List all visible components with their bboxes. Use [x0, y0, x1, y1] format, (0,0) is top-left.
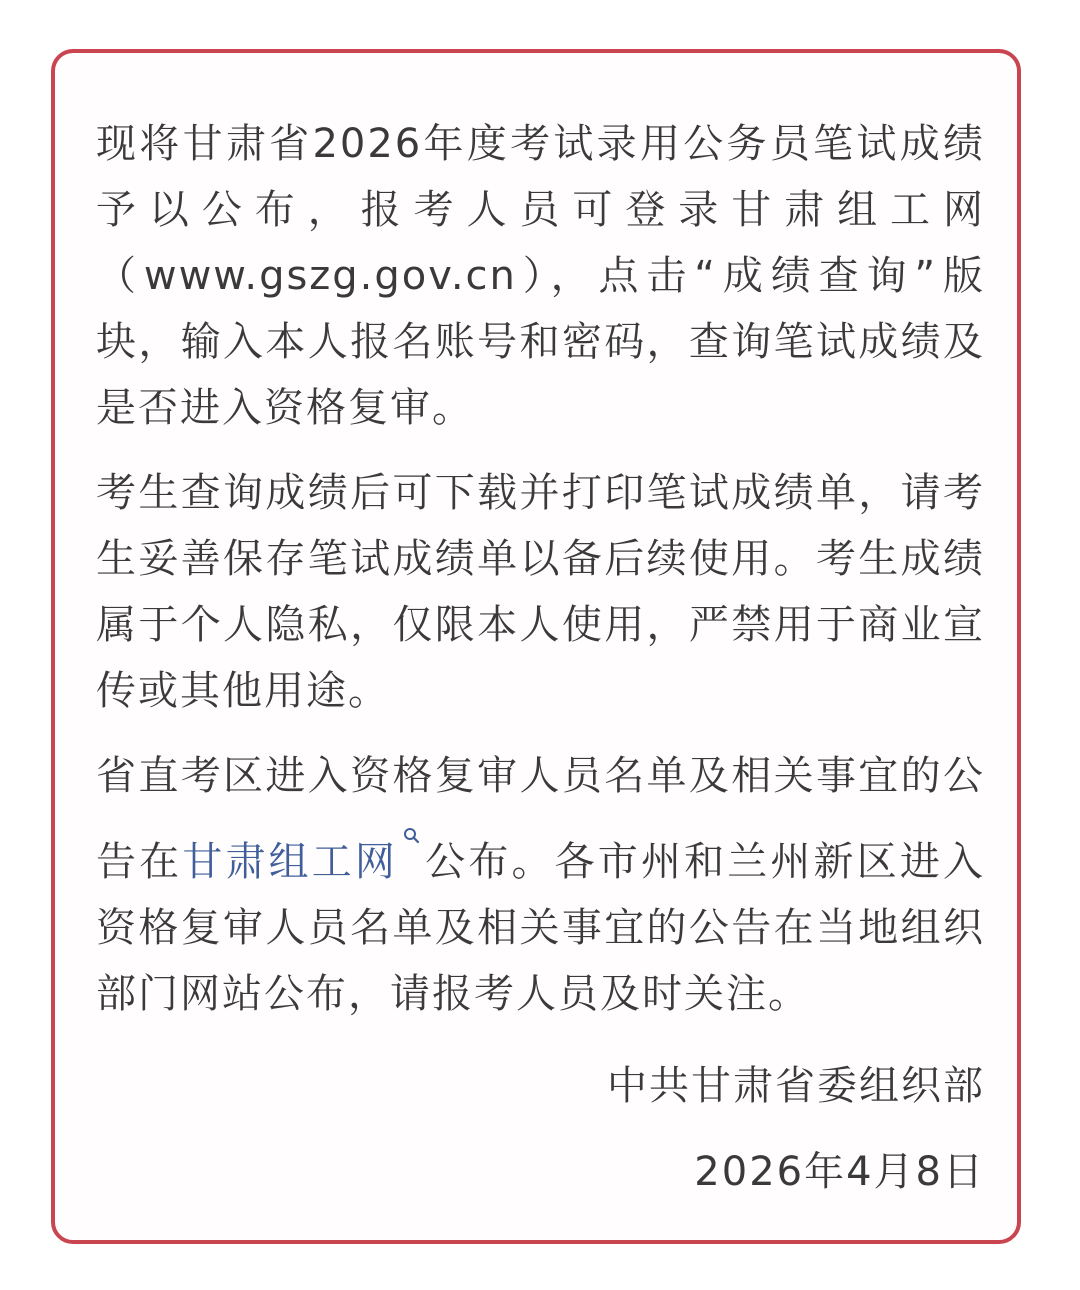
notice-body [96, 111, 985, 1205]
gszg-website-link[interactable]: 甘肃组工网 [182, 838, 399, 885]
notice-date: 2026年4月8日 [694, 1148, 985, 1195]
paragraph-3-text-after: 公布。各市州和兰州新区进入资格复审人员名单及相关事宜的公告在当地组织部门网站公布，请报考人员及时关注。 [96, 838, 986, 1017]
paragraph-1: 现将甘肃省2026年度考试录用公务员笔试成绩予以公布，报考人员可登录甘肃组工网（www.gszg.gov.cn），点击“成绩查询”版块，输入本人报名账号和密码，查询笔试成绩及是否进入资格复审。 [96, 121, 985, 431]
signature: 中共甘肃省委组织部 [607, 1062, 985, 1109]
paragraph-3 [96, 743, 985, 1027]
paragraph-2: 考生查询成绩后可下载并打印笔试成绩单，请考生妥善保存笔试成绩单以备后续使用。考生成绩属于个人隐私，仅限本人使用，严禁用于商业宣传或其他用途。 [96, 470, 985, 714]
notice-card [51, 49, 1021, 1244]
search-icon[interactable] [402, 809, 422, 839]
paragraph-3-text-before: 省直考区进入资格复审人员名单及相关事宜的公告在 [96, 753, 985, 885]
